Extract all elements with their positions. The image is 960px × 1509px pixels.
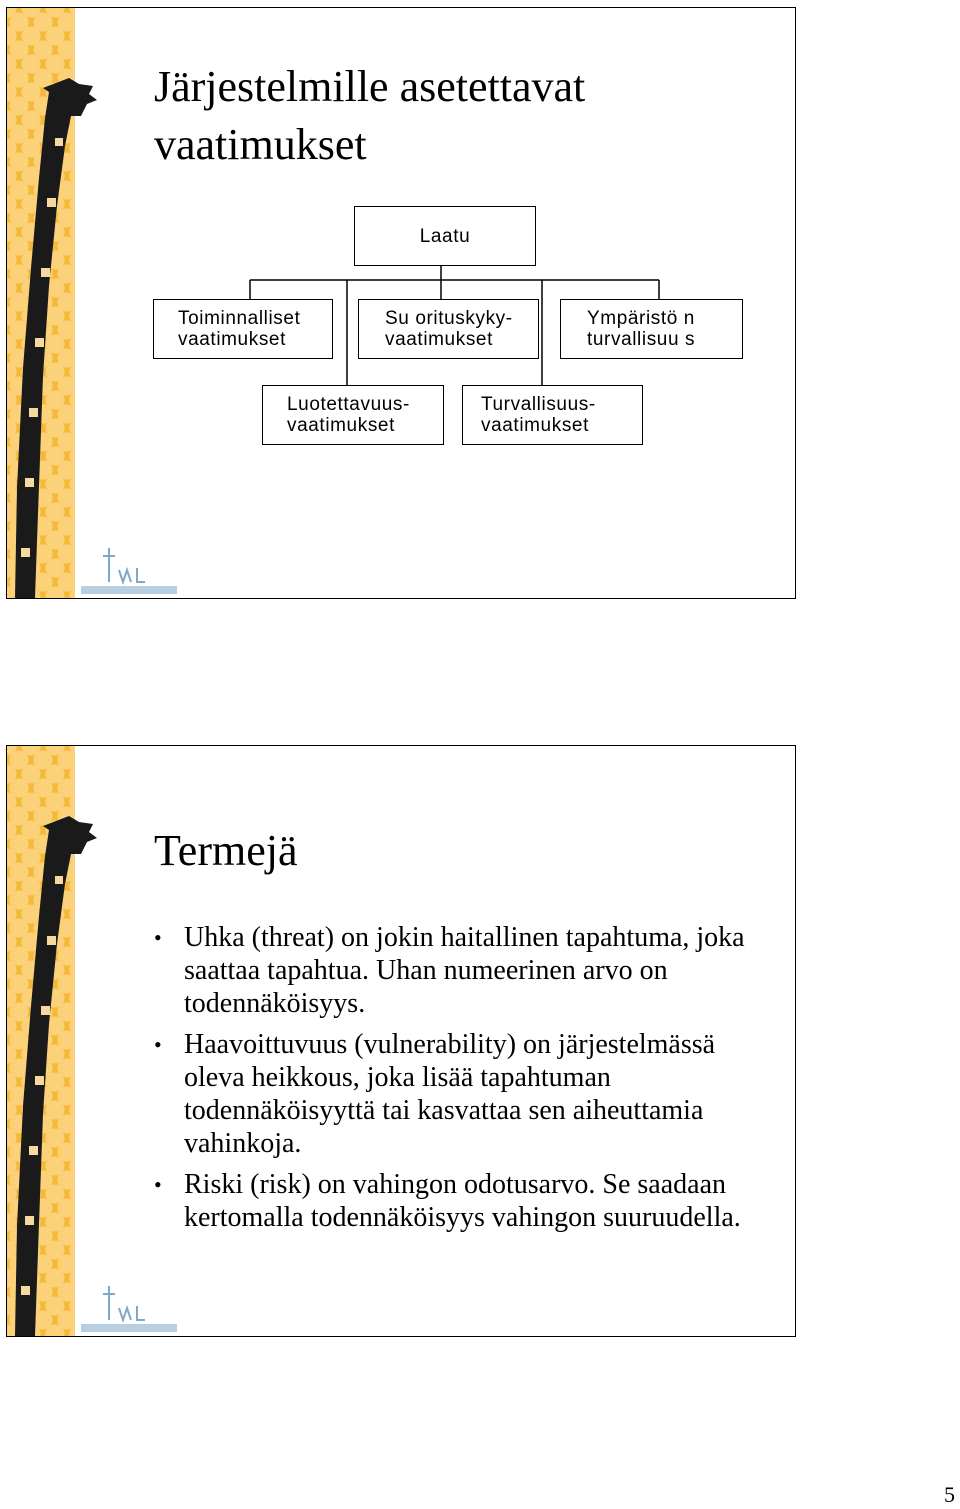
diagram-node-environment: Ympäristö n turvallisuu s (560, 299, 743, 359)
bullet-item (154, 1168, 754, 1234)
bullet-mark: • (154, 925, 162, 950)
diagram-node-functional: Toiminnalliset vaatimukset (153, 299, 333, 359)
bullet-item (154, 1028, 754, 1160)
page-number: 5 (944, 1482, 955, 1507)
giraffe-icon (7, 816, 102, 1336)
bullet-list (154, 921, 754, 1242)
slide-1 (6, 7, 796, 599)
logo-icon (79, 1282, 179, 1334)
bullet-item (154, 921, 754, 1020)
bullet-text: Uhka (threat) on jokin haitallinen tapahtuma, joka saattaa tapahtua. Uhan numeerinen arvo on todennäköisyys. (184, 922, 745, 1019)
diagram-node-root: Laatu (354, 206, 536, 266)
bullet-text: Haavoittuvuus (vulnerability) on järjestelmässä oleva heikkous, joka lisää tapahtuman todennäköisyyttä tai kasvattaa sen aiheuttamia vahinkoja. (184, 1029, 716, 1159)
diagram-node-safety: Turvallisuus- vaatimukset (462, 385, 643, 445)
bullet-mark: • (154, 1172, 162, 1197)
bullet-mark: • (154, 1032, 162, 1057)
slide-title: Järjestelmille asetettavat vaatimukset (154, 62, 586, 169)
diagram-node-reliability: Luotettavuus- vaatimukset (262, 385, 444, 445)
diagram-node-performance: Su orituskyky- vaatimukset (358, 299, 539, 359)
slide-2 (6, 745, 796, 1337)
bullet-text: Riski (risk) on vahingon odotusarvo. Se saadaan kertomalla todennäköisyys vahingon suuruudella. (184, 1169, 741, 1233)
slide-title: Termejä (154, 826, 298, 875)
